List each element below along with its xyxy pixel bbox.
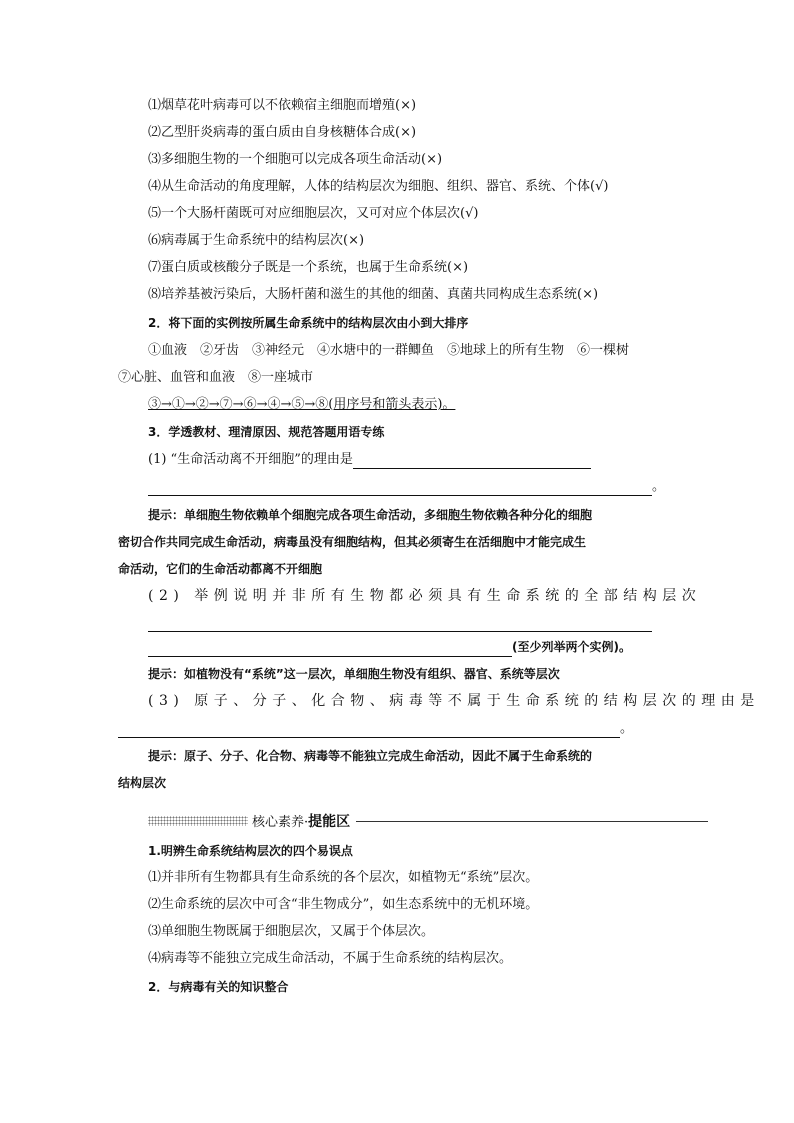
q3-sub1 bbox=[148, 451, 708, 469]
judgement-1: ⑴烟草花叶病毒可以不依赖宿主细胞而增殖(×) bbox=[148, 98, 417, 113]
q3-sub3-prompt: (3) 原子、分子、化合物、病毒等不属于生命系统的结构层次的理由是 bbox=[148, 693, 760, 709]
core-point1-item-2: ⑵生命系统的层次中可含“非生物成分”，如生态系统中的无机环境。 bbox=[148, 897, 539, 912]
judgement-6: ⑹病毒属于生命系统中的结构层次(×) bbox=[148, 233, 365, 248]
section-rule bbox=[356, 821, 708, 822]
q3-sub2-prompt: (2) 举例说明并非所有生物都必须具有生命系统的全部结构层次 bbox=[148, 588, 702, 604]
answer-blank-2b[interactable] bbox=[148, 642, 512, 657]
section-dots-decoration bbox=[148, 816, 248, 826]
core-point1-item-1: ⑴并非所有生物都具有生命系统的各个层次，如植物无“系统”层次。 bbox=[148, 870, 539, 885]
q3-hint2: 提示：如植物没有“系统”这一层次，单细胞生物没有组织、器官、系统等层次 bbox=[148, 667, 560, 681]
judgement-3: ⑶多细胞生物的一个细胞可以完成各项生命活动(×) bbox=[148, 152, 443, 167]
q3-hint1-line3: 命活动，它们的生命活动都离不开细胞 bbox=[118, 562, 323, 576]
answer-blank-2a[interactable] bbox=[148, 617, 652, 632]
section-label-bold: 提能区 bbox=[308, 814, 351, 830]
q3-sub2-line2 bbox=[148, 614, 708, 632]
q3-sub1-end: 。 bbox=[652, 479, 666, 494]
q3-hint3-line2: 结构层次 bbox=[118, 776, 167, 790]
q2-items-line2: ⑦心脏、血管和血液 ⑧一座城市 bbox=[118, 370, 314, 385]
section-header bbox=[148, 812, 708, 830]
q3-hint3-line1: 提示：原子、分子、化合物、病毒等不能独立完成生命活动，因此不属于生命系统的 bbox=[148, 749, 593, 763]
answer-blank-1a[interactable] bbox=[353, 454, 591, 469]
section-title bbox=[252, 811, 350, 831]
q3-sub2-line3 bbox=[148, 638, 708, 656]
q3-hint1-line1: 提示：单细胞生物依赖单个细胞完成各项生命活动，多细胞生物依赖各种分化的细胞 bbox=[148, 508, 593, 522]
q3-sub1-prompt: (1) “生命活动离不开细胞”的理由是 bbox=[148, 452, 353, 467]
q2-answer: ③→①→②→⑦→⑥→④→⑤→⑧(用序号和箭头表示)。 bbox=[148, 397, 456, 412]
core-point1-item-3: ⑶单细胞生物既属于细胞层次，又属于个体层次。 bbox=[148, 924, 435, 939]
answer-blank-3[interactable] bbox=[118, 723, 620, 738]
q2-title: 2．将下面的实例按所属生命系统中的结构层次由小到大排序 bbox=[148, 316, 469, 330]
judgement-4: ⑷从生命活动的角度理解，人体的结构层次为细胞、组织、器官、系统、个体(√) bbox=[148, 179, 609, 194]
q3-sub1-line2 bbox=[148, 478, 708, 496]
core-point1-title: 1.明辨生命系统结构层次的四个易误点 bbox=[148, 844, 353, 858]
q3-hint1-line2: 密切合作共同完成生命活动，病毒虽没有细胞结构，但其必须寄生在活细胞中才能完成生 bbox=[118, 535, 587, 549]
judgement-5: ⑸一个大肠杆菌既可对应细胞层次，又可对应个体层次(√) bbox=[148, 206, 479, 221]
judgement-2: ⑵乙型肝炎病毒的蛋白质由自身核糖体合成(×) bbox=[148, 125, 417, 140]
q3-sub2-note: (至少列举两个实例)。 bbox=[512, 640, 631, 654]
q3-sub3-end: 。 bbox=[620, 721, 634, 736]
judgement-7: ⑺蛋白质或核酸分子既是一个系统，也属于生命系统(×) bbox=[148, 260, 469, 275]
section-label-normal: 核心素养· bbox=[252, 815, 309, 830]
judgement-8: ⑻培养基被污染后，大肠杆菌和滋生的其他的细菌、真菌共同构成生态系统(×) bbox=[148, 287, 599, 302]
answer-blank-1b[interactable] bbox=[148, 481, 652, 496]
q3-title: 3．学透教材、理清原因、规范答题用语专练 bbox=[148, 425, 385, 439]
q2-items-line1: ①血液 ②牙齿 ③神经元 ④水塘中的一群鲫鱼 ⑤地球上的所有生物 ⑥一棵树 bbox=[148, 343, 630, 358]
core-point2-title: 2．与病毒有关的知识整合 bbox=[148, 980, 289, 994]
core-point1-item-4: ⑷病毒等不能独立完成生命活动，不属于生命系统的结构层次。 bbox=[148, 951, 513, 966]
q3-sub3-line2 bbox=[118, 720, 708, 738]
